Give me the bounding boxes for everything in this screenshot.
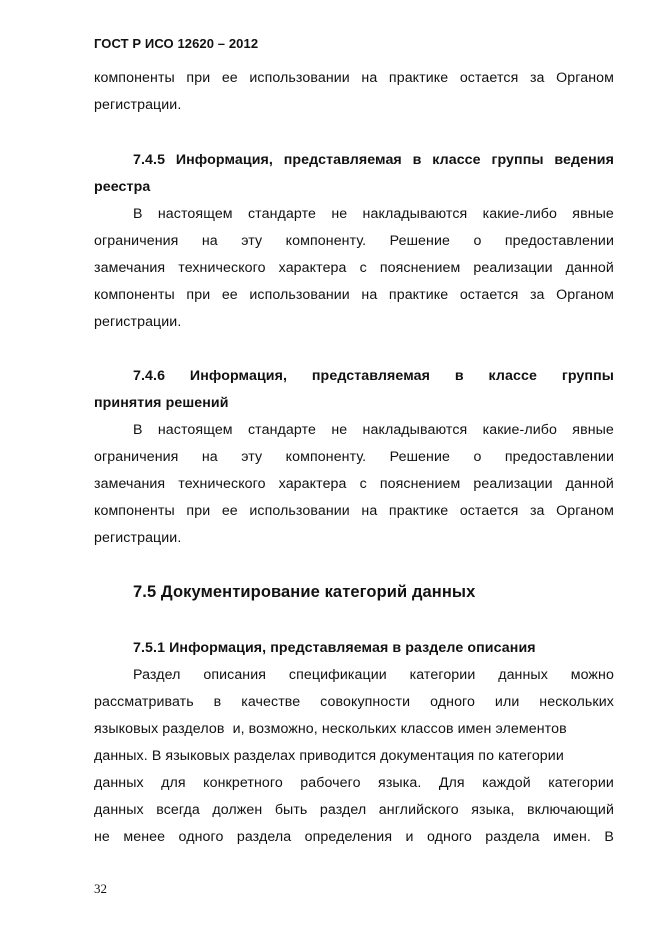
word: совокупности [320, 694, 411, 710]
word: накладываются [362, 206, 468, 222]
word: использовании [249, 70, 350, 86]
word: характера [278, 260, 347, 276]
word: Решение [389, 449, 450, 465]
word: определения [304, 829, 393, 845]
word: практике [388, 70, 449, 86]
paragraph-line [94, 501, 614, 521]
word: английского [378, 802, 459, 818]
word: языка, [471, 802, 515, 818]
section-heading-7-5-1: 7.5.1 Информация, представляемая в разделе описания [133, 640, 536, 656]
word: рассматривать [94, 694, 194, 710]
word: технического [178, 260, 266, 276]
word: 7.4.6 [133, 368, 166, 384]
word: группы [491, 152, 544, 168]
word: пояснением [379, 260, 461, 276]
paragraph-line [133, 204, 614, 224]
word: за [529, 503, 545, 519]
word: рабочего [300, 775, 361, 791]
word: качестве [241, 694, 301, 710]
word: описания [203, 667, 267, 683]
word: практике [388, 287, 449, 303]
word: о [473, 233, 482, 249]
word: можно [570, 667, 614, 683]
word: спецификации [288, 667, 387, 683]
page-number: 32 [94, 881, 107, 896]
word: языка. [378, 775, 422, 791]
paragraph-line [94, 474, 614, 494]
word: ее [221, 503, 238, 519]
paragraph-line [133, 420, 614, 440]
word: остается [459, 287, 519, 303]
word: в [213, 694, 222, 710]
word: эту [241, 233, 263, 249]
word: Органом [556, 70, 614, 86]
word: на [361, 503, 378, 519]
word: использовании [249, 287, 350, 303]
word: реализации [473, 476, 553, 492]
word: остается [459, 503, 519, 519]
word: категории [409, 667, 476, 683]
word: 7.4.5 [133, 152, 166, 168]
paragraph-line: данных. В языковых разделах приводится документация по категории [94, 748, 564, 764]
word: одного [430, 694, 476, 710]
paragraph-line [94, 773, 614, 793]
standard-code-header: ГОСТ Р ИСО 12620 – 2012 [94, 36, 259, 51]
word: конкретного [203, 775, 283, 791]
word: не [331, 422, 348, 438]
word: ограничения [94, 449, 179, 465]
word: группы [561, 368, 614, 384]
word: В [604, 829, 614, 845]
word: Решение [389, 233, 450, 249]
word: данной [565, 260, 614, 276]
word: раздела [236, 829, 292, 845]
word: менее [123, 829, 166, 845]
word: настоящем [157, 206, 233, 222]
word: раздел [319, 802, 367, 818]
word: раздела [485, 829, 540, 845]
word: компоненты [94, 287, 175, 303]
word: замечания [94, 476, 166, 492]
word: или [494, 694, 520, 710]
word: замечания [94, 260, 166, 276]
word: категории [548, 775, 614, 791]
word: В [133, 206, 143, 222]
section-heading-7-4-6-continued: принятия решений [94, 395, 229, 411]
word: ведения [554, 152, 614, 168]
word: о [473, 449, 482, 465]
word: данных [94, 775, 144, 791]
word: компоненту. [285, 449, 367, 465]
word: В [133, 422, 143, 438]
word: реализации [473, 260, 553, 276]
section-heading-7-4-5 [133, 150, 614, 170]
word: с [359, 476, 367, 492]
paragraph-line: регистрации. [94, 97, 182, 113]
word: за [529, 287, 545, 303]
word: классе [432, 152, 481, 168]
word: ограничения [94, 233, 179, 249]
word: при [186, 287, 211, 303]
word: остается [459, 70, 519, 86]
word: должен [212, 802, 263, 818]
word: ее [221, 70, 238, 86]
paragraph-line [94, 447, 614, 467]
word: на [201, 449, 218, 465]
word: с [359, 260, 367, 276]
word: накладываются [362, 422, 468, 438]
paragraph-line [94, 68, 614, 88]
section-heading-7-4-6 [133, 366, 614, 386]
word: компоненты [94, 503, 175, 519]
word: Раздел [133, 667, 181, 683]
word: технического [178, 476, 266, 492]
paragraph-line [94, 258, 614, 278]
word: стандарте [247, 422, 317, 438]
paragraph-line [94, 285, 614, 305]
word: какие-либо [482, 422, 557, 438]
word: какие-либо [482, 206, 557, 222]
word: Информация, [189, 368, 288, 384]
word: данных [498, 667, 548, 683]
word: одного [426, 829, 472, 845]
word: не [94, 829, 110, 845]
word: при [186, 503, 211, 519]
word: Органом [556, 503, 614, 519]
word: характера [278, 476, 347, 492]
paragraph-line [133, 665, 614, 685]
word: пояснением [379, 476, 461, 492]
section-heading-7-5: 7.5 Документирование категорий данных [133, 583, 476, 601]
word: компоненту. [285, 233, 367, 249]
word: использовании [249, 503, 350, 519]
word: эту [241, 449, 263, 465]
word: на [201, 233, 218, 249]
section-heading-7-4-5-continued: реестра [94, 179, 151, 195]
word: явные [572, 422, 614, 438]
word: в [412, 152, 422, 168]
word: включающий [527, 802, 614, 818]
word: Информация, [175, 152, 273, 168]
word: Органом [556, 287, 614, 303]
word: практике [388, 503, 449, 519]
paragraph-line: регистрации. [94, 530, 182, 546]
word: настоящем [157, 422, 233, 438]
paragraph-line [94, 827, 614, 847]
paragraph-line: регистрации. [94, 314, 182, 330]
word: не [331, 206, 348, 222]
word: Для [438, 775, 465, 791]
word: компоненты [94, 70, 175, 86]
word: классе [488, 368, 537, 384]
word: на [361, 70, 378, 86]
word: явные [572, 206, 614, 222]
word: данной [565, 476, 614, 492]
word: и [405, 829, 414, 845]
word: в [454, 368, 464, 384]
word: имен. [553, 829, 591, 845]
word: ее [221, 287, 238, 303]
word: стандарте [247, 206, 317, 222]
word: на [361, 287, 378, 303]
word: представляемая [311, 368, 430, 384]
word: предоставлении [504, 449, 614, 465]
word: быть [274, 802, 308, 818]
paragraph-line [94, 692, 614, 712]
word: данных [94, 802, 144, 818]
paragraph-line [94, 800, 614, 820]
paragraph-line: языковых разделов и, возможно, нескольких классов имен элементов [94, 721, 567, 737]
word: одного [178, 829, 224, 845]
word: нескольких [539, 694, 614, 710]
paragraph-line [94, 231, 614, 251]
word: каждой [482, 775, 531, 791]
word: предоставлении [504, 233, 614, 249]
word: представляемая [283, 152, 402, 168]
word: при [186, 70, 211, 86]
word: за [529, 70, 545, 86]
word: всегда [156, 802, 200, 818]
word: для [161, 775, 186, 791]
